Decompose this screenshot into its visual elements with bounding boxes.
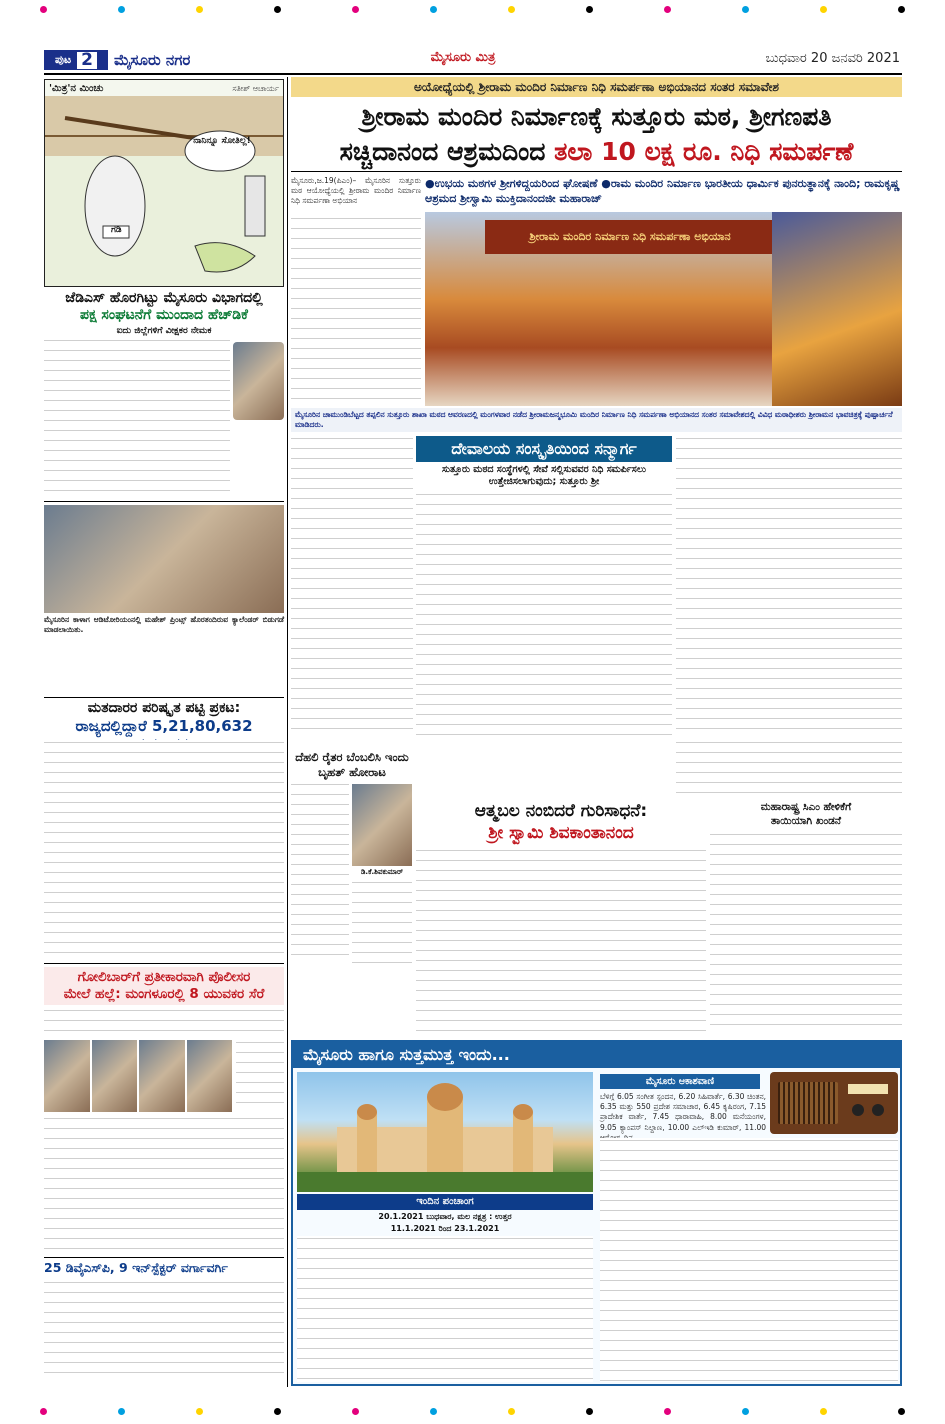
police-body-side [236, 1040, 284, 1112]
voters-headline-1: ಮತದಾರರ ಪರಿಷ್ಕೃತ ಪಟ್ಟಿ ಪ್ರಕಟ: [87, 700, 241, 716]
radio-icon [770, 1072, 898, 1134]
transfer-body-text [44, 1280, 284, 1380]
cartoon-artist: ಸತೀಶ್ ಆಚಾರ್ಯ [232, 84, 279, 93]
lead-body-col2 [291, 436, 413, 736]
events-list-left [297, 1236, 593, 1382]
masthead-rule [44, 73, 902, 75]
police-body-more [44, 1116, 284, 1254]
maharashtra-headline-2: ತಾಯಿಯಾಗಿ ಖಂಡನೆ [770, 815, 842, 827]
jds-portrait [233, 342, 284, 420]
radio-schedule: ಬೆಳಿಗ್ಗೆ 6.05 ಸಂಗೀತ ಸ್ಪಂದನ, 6.20 ಸಿಹಿವಾರ್ತೆ, 6.30 ಚಿಂತನ, 6.35 ಮತ್ತು 550 ಪ್ರದೇಶ ಸಮಾಚಾರ, 6.45 ಕೃಷಿರಂಗ, 7.15 ಪ್ರಾದೇಶಿಕ ವಾರ್ತೆ, 7.45 ಧಾರಾವಾಹಿ, 8.00 ಮನೆಯಂಗಳ, 9.05 ಕ್ಯಾಂಪಸ್ ನಿಲ್ದಾಣ, 10.00 ಎಲ್‌ಇಡಿ ಕುಮಾರ್, 11.00 [600, 1092, 766, 1132]
story-jds [44, 290, 284, 336]
lead-kicker: ಅಯೋಧ್ಯೆಯಲ್ಲಿ ಶ್ರೀರಾಮ ಮಂದಿರ ನಿರ್ಮಾಣ ನಿಧಿ ಸಮರ್ಪಣಾ ಅಭಿಯಾನದ ಸಂತರ ಸಮಾವೇಶ [291, 77, 902, 97]
section-title: ಮೈಸೂರು ನಗರ [114, 51, 191, 69]
lead-body-col4 [676, 436, 902, 736]
lead-headline-1: ಶ್ರೀರಾಮ ಮಂದಿರ ನಿರ್ಮಾಣಕ್ಕೆ ಸುತ್ತೂರು ಮಠ, ಶ್ರೀಗಣಪತಿ [361, 102, 832, 131]
police-headline-2: ಮೇಲೆ ಹಲ್ಲೆ: ಮಂಗಳೂರಲ್ಲಿ 8 ಯುವಕರ ಸೆರೆ [63, 986, 265, 1002]
jds-headline-2: ಪಕ್ಷ ಸಂಘಟನೆಗೆ ಮುಂದಾದ ಹೆಚ್‌ಡಿಕೆ [80, 307, 248, 323]
jds-subhead: ಐದು ಜಿಲ್ಲೆಗಳಿಗೆ ವೀಕ್ಷಕರ ನೇಮಕ [116, 326, 212, 336]
lead-photo-banner: ಶ್ರೀರಾಮ ಮಂದಿರ ನಿರ್ಮಾಣ ನಿಧಿ ಸಮರ್ಪಣಾ ಅಭಿಯಾನ [485, 220, 775, 254]
panchanga-line-1: 20.1.2021 ಬುಧವಾರ, ಮಲ ನಕ್ಷತ್ರ : ಉತ್ತರ [378, 1212, 512, 1221]
lead-headline-2b: ತಲಾ 10 ಲಕ್ಷ ರೂ. ನಿಧಿ ಸಮರ್ಪಣೆ [554, 137, 854, 166]
farmers-photo-caption: ಡಿ.ಕೆ.ಶಿವಕುಮಾರ್ [361, 868, 403, 876]
page-number: 2 [77, 52, 97, 69]
events-list-right [600, 1138, 898, 1382]
divider [291, 171, 902, 172]
farmers-headline: ದೆಹಲಿ ರೈತರ ಬೆಂಬಲಿಸಿ ಇಂದು ಬೃಹತ್ ಹೋರಾಟ [295, 750, 409, 779]
lead-headline-2a: ಸಚ್ಚಿದಾನಂದ ಆಶ್ರಮದಿಂದ [339, 137, 555, 166]
cartoon-speech: ನಾನಿನ್ನೂ ಸೋತಿಲ್ಲ! [193, 136, 251, 146]
calendar-release-photo [44, 505, 284, 613]
events-title: ಮೈಸೂರು ಹಾಗೂ ಸುತ್ತಮುತ್ತ ಇಂದು... [293, 1042, 900, 1068]
lead-photo [425, 212, 902, 406]
cartoon-panel [44, 79, 284, 287]
jds-body-text [44, 338, 230, 498]
story-confidence [416, 800, 706, 844]
calendar-photo-caption: ಮೈಸೂರಿನ ಕಾಳಾಗ ಆಡಿಟೋರಿಯಂನಲ್ಲಿ ಮಹೇಶ್ ಪ್ರಿಂಟ್ಸ್ ಹೊರತಂದಿರುವ ಕ್ಯಾಲೆಂಡರ್ ಬಿಡುಗಡೆ ಮಾಡಲಾಯಿತು. [44, 615, 284, 635]
palace-drawing [297, 1072, 593, 1192]
farmers-body-text [291, 782, 349, 962]
voters-headline-2: ರಾಜ್ಯದಲ್ಲಿದ್ದಾರೆ 5,21,80,632 [75, 717, 253, 735]
cartoon-label: ಗಡಿ [111, 225, 122, 235]
mysore-palace-image [297, 1072, 593, 1192]
divider [44, 697, 284, 698]
registration-dots-bottom [0, 1408, 945, 1418]
paper-name: ಮೈಸೂರು ಮಿತ್ರ [430, 50, 496, 65]
column-divider [287, 77, 288, 1387]
story-maharashtra [710, 800, 902, 828]
page-label: ಪುಟ [55, 53, 72, 66]
police-body-text [44, 1008, 284, 1038]
voters-body-text [44, 740, 284, 960]
lead-body-col1 [291, 216, 421, 406]
panchanga-line-2: 11.1.2021 ರಿಂದ 23.1.2021 [390, 1224, 500, 1233]
lead-headline-2 [291, 135, 902, 168]
lord-rama-portrait [772, 212, 902, 406]
lead-dateline: ಮೈಸೂರು,ಜ.19(ಪಿಎಂ)– ಮೈಸೂರಿನ ಸುತ್ತೂರು ಮಠ ಆಯೋಧ್ಯೆಯಲ್ಲಿ ಶ್ರೀರಾಮ ಮಂದಿರ ನಿರ್ಮಾಣ ನಿಧಿ ಸಮರ್ಪಣಾ ಅಭಿಯಾನ [291, 176, 421, 206]
maharashtra-headline-1: ಮಹಾರಾಷ್ಟ್ರ ಸಿಎಂ ಹೇಳಿಕೆಗೆ [760, 801, 852, 813]
cartoon-drawing [45, 96, 283, 286]
lead-photo-caption: ಮೈಸೂರಿನ ಚಾಮುಂಡಿಬೆಟ್ಟದ ತಪ್ಪಲಿನ ಸುತ್ತೂರು ಶಾಖಾ ಮಠದ ಆವರಣದಲ್ಲಿ ಮಂಗಳವಾರ ನಡೆದ ಶ್ರೀರಾಮಜನ್ಮಭೂಮಿ ಮಂದಿರ ನಿರ್ಮಾಣ ನಿಧಿ ಸಮರ್ಪಣಾ ಅಭಿಯಾನದ ಸಂತರ ಸಮಾವೇಶದಲ್ಲಿ ವಿವಿಧ ಮಠಾಧೀಶರು ಶ್ರೀರಾಮನ ಭಾವಚಿತ್ರಕ್ಕೆ ಪುಷ್ಪಾರ್ಚನೆ ಮಾಡಿದರು. [291, 408, 902, 432]
confidence-headline-1: ಆತ್ಮಬಲ ನಂಬಿದರೆ ಗುರಿಸಾಧನೆ: [474, 801, 648, 821]
divider [44, 963, 284, 964]
panchanga-title: ಇಂದಿನ ಪಂಚಾಂಗ [297, 1194, 593, 1210]
maharashtra-body-text [710, 832, 902, 1034]
divider [44, 501, 284, 502]
issue-date: ಬುಧವಾರ 20 ಜನವರಿ 2021 [765, 51, 900, 66]
page-number-badge [44, 50, 108, 70]
transfer-headline: 25 ಡಿವೈಎಸ್‌ಪಿ, 9 ಇನ್‌ಸ್ಪೆಕ್ಟರ್ ವರ್ಗಾವರ್ಗಿ [44, 1260, 228, 1275]
registration-dots-top [0, 6, 945, 16]
lead-body-col4b [676, 740, 902, 798]
divider [44, 1257, 284, 1258]
confidence-body-text [416, 848, 706, 1034]
jds-headline-1: ಜೆಡಿಎಸ್ ಹೊರಗಿಟ್ಟು ಮೈಸೂರು ವಿಭಾಗದಲ್ಲಿ [65, 290, 263, 306]
lead-bullets: ●ಉಭಯ ಮಠಗಳ ಶ್ರೀಗಳಿದ್ದಯರಿಂದ ಘೋಷಣೆ ●ರಾಮ ಮಂದಿರ ನಿರ್ಮಾಣ ಭಾರತೀಯ ಧಾರ್ಮಿಕ ಪುನರುತ್ಥಾನಕ್ಕೆ ನಾಂದಿ; ರಾಮಕೃಷ್ಣ ಆಶ್ರಮದ ಶ್ರೀಸ್ವಾಮಿ ಮುಕ್ತಿದಾನಂದಜೀ ಮಹಾರಾಜ್ [425, 177, 900, 205]
police-headline-1: ಗೋಲಿಬಾರ್‌ಗೆ ಪ್ರತೀಕಾರವಾಗಿ ಪೊಲೀಸರ [77, 969, 251, 985]
radio-title: ಮೈಸೂರು ಆಕಾಶವಾಣಿ [600, 1074, 760, 1089]
temple-body-text [416, 492, 672, 736]
temple-headline: ದೇವಾಲಯ ಸಂಸ್ಕೃತಿಯಿಂದ ಸನ್ಮಾರ್ಗ [416, 436, 672, 462]
temple-subhead: ಸುತ್ತೂರು ಮಠದ ಸಂಸ್ಥೆಗಳಲ್ಲಿ ಸೇವೆ ಸಲ್ಲಿಸುವವರ ನಿಧಿ ಸಮರ್ಪಿಸಲು ಉತ್ತೇಜಿಸಲಾಗುವುದು; ಸುತ್ತೂರು ಶ್ರೀ [441, 464, 647, 487]
story-police [44, 967, 284, 1005]
confidence-headline-2: ಶ್ರೀ ಸ್ವಾಮಿ ಶಿವಕಾಂತಾನಂದ [488, 823, 634, 843]
arrested-photos [44, 1040, 232, 1112]
farmers-body-side [352, 880, 412, 970]
cartoon-title: 'ಮಿತ್ರ'ನ ಮಿಂಚು [49, 83, 104, 94]
dk-shivakumar-photo [352, 784, 412, 866]
